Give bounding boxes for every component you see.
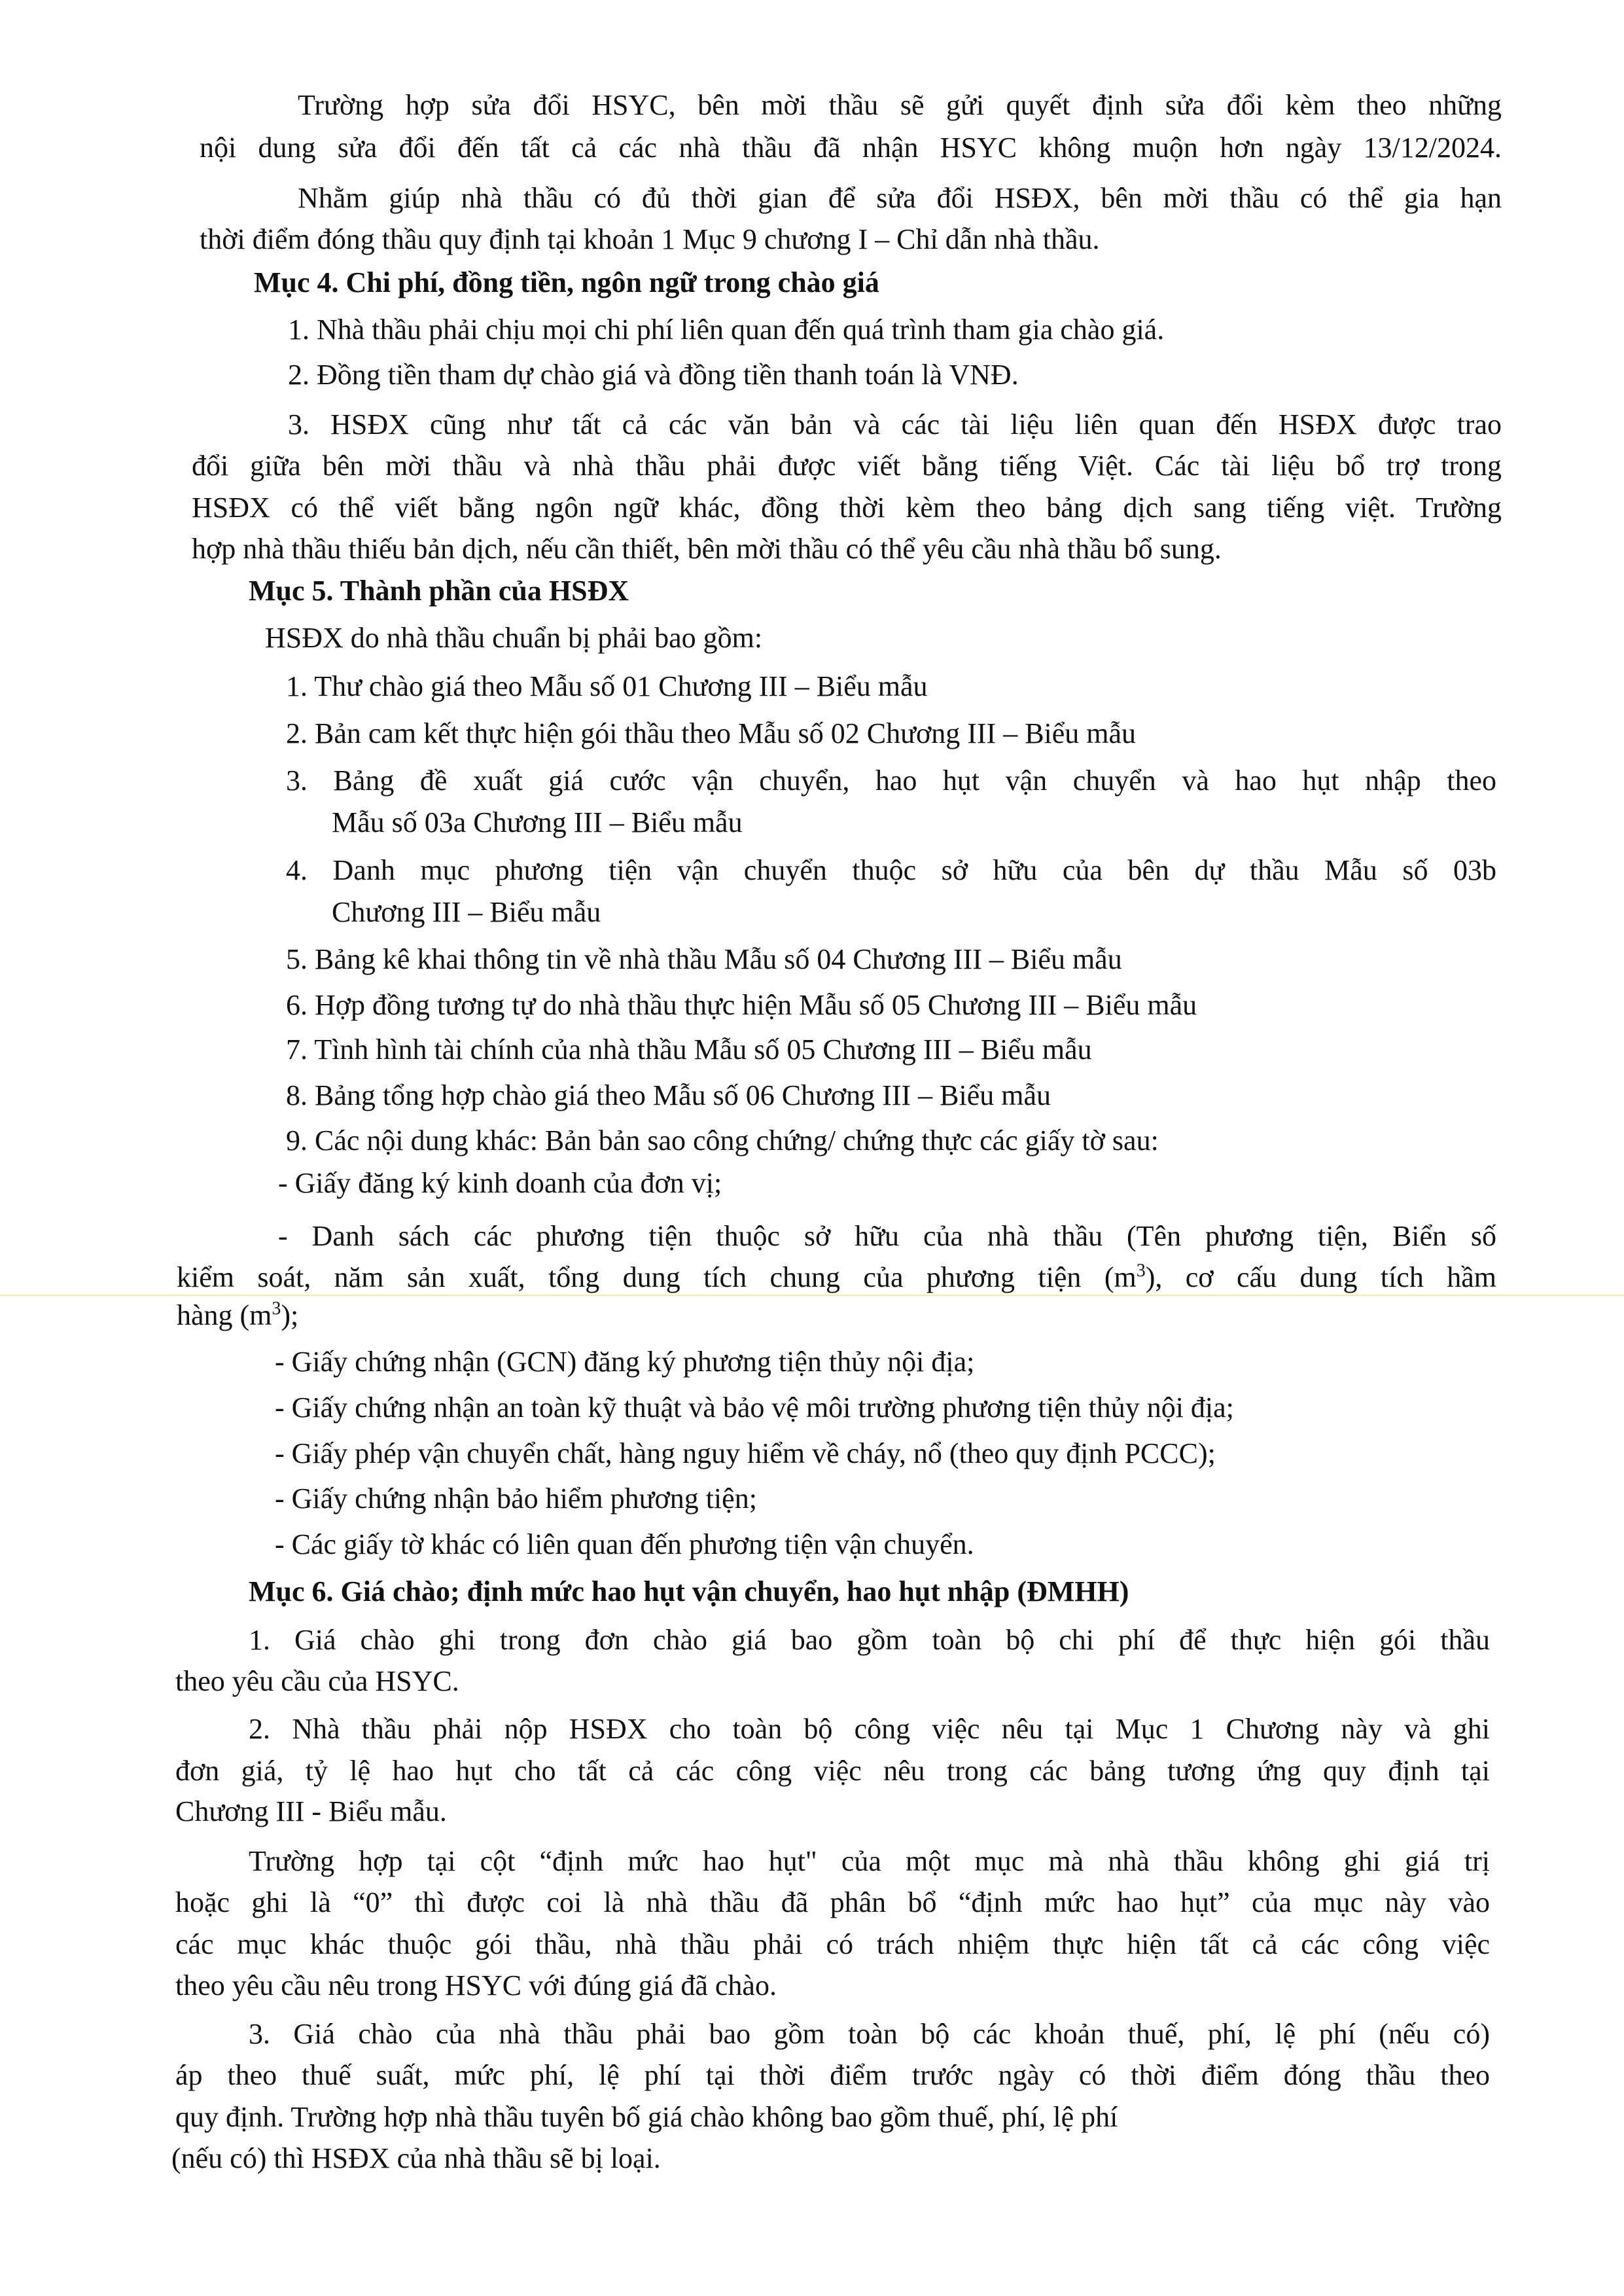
list-item: 5. Bảng kê khai thông tin về nhà thầu Mẫu số 04 Chương III – Biểu mẫu bbox=[286, 943, 1122, 975]
section-heading-6: Mục 6. Giá chào; định mức hao hụt vận chuyển, hao hụt nhập (ĐMHH) bbox=[249, 1575, 1129, 1607]
list-item-continued: Mẫu số 03a Chương III – Biểu mẫu bbox=[332, 806, 743, 838]
dash-item: - Giấy đăng ký kinh doanh của đơn vị; bbox=[278, 1167, 722, 1199]
section-heading-5: Mục 5. Thành phần của HSĐX bbox=[249, 575, 629, 607]
paragraph-line: Trường hợp tại cột “định mức hao hụt" của một mục mà nhà thầu không ghi giá trị bbox=[249, 1845, 1490, 1877]
list-item: 2. Bản cam kết thực hiện gói thầu theo Mẫu số 02 Chương III – Biểu mẫu bbox=[286, 717, 1137, 749]
paragraph-line: (nếu có) thì HSĐX của nhà thầu sẽ bị loại. bbox=[171, 2142, 661, 2174]
dash-item-continued bbox=[177, 1259, 1496, 1296]
text-run: hàng (m bbox=[177, 1299, 272, 1331]
paragraph-line: hợp nhà thầu thiếu bản dịch, nếu cần thiết, bên mời thầu có thể yêu cầu nhà thầu bổ sung. bbox=[192, 533, 1222, 565]
paragraph-line: theo yêu cầu nêu trong HSYC với đúng giá đã chào. bbox=[175, 1969, 777, 2001]
section-heading-4: Mục 4. Chi phí, đồng tiền, ngôn ngữ trong chào giá bbox=[254, 266, 879, 298]
paragraph-line: HSĐX do nhà thầu chuẩn bị phải bao gồm: bbox=[265, 622, 763, 654]
text-run: kiểm soát, năm sản xuất, tổng dung tích chung của phương tiện (m bbox=[177, 1261, 1137, 1293]
paragraph-line: thời điểm đóng thầu quy định tại khoản 1 Mục 9 chương I – Chỉ dẫn nhà thầu. bbox=[200, 223, 1100, 255]
paragraph-line: 3. Giá chào của nhà thầu phải bao gồm toàn bộ các khoản thuế, phí, lệ phí (nếu có) bbox=[249, 2018, 1490, 2050]
paragraph-line: Chương III - Biểu mẫu. bbox=[175, 1795, 447, 1827]
paragraph-line: 2. Nhà thầu phải nộp HSĐX cho toàn bộ công việc nêu tại Mục 1 Chương này và ghi bbox=[249, 1713, 1490, 1745]
paragraph-line: 3. HSĐX cũng như tất cả các văn bản và các tài liệu liên quan đến HSĐX được trao bbox=[288, 408, 1502, 440]
superscript: 3 bbox=[1136, 1261, 1146, 1281]
text-run: ); bbox=[281, 1299, 299, 1331]
list-item: 7. Tình hình tài chính của nhà thầu Mẫu số 05 Chương III – Biểu mẫu bbox=[286, 1033, 1092, 1066]
dash-item: - Giấy chứng nhận an toàn kỹ thuật và bảo vệ môi trường phương tiện thủy nội địa; bbox=[275, 1391, 1234, 1424]
paragraph-line: các mục khác thuộc gói thầu, nhà thầu phải có trách nhiệm thực hiện tất cả các công việc bbox=[175, 1928, 1490, 1960]
list-item: 1. Thư chào giá theo Mẫu số 01 Chương III – Biểu mẫu bbox=[286, 670, 928, 702]
paragraph-line: áp theo thuế suất, mức phí, lệ phí tại thời điểm trước ngày có thời điểm đóng thầu theo bbox=[175, 2059, 1490, 2091]
dash-item: - Giấy phép vận chuyển chất, hàng nguy hiểm về cháy, nổ (theo quy định PCCC); bbox=[275, 1437, 1216, 1469]
dash-item: - Giấy chứng nhận bảo hiểm phương tiện; bbox=[275, 1482, 757, 1515]
dash-item: - Danh sách các phương tiện thuộc sở hữu của nhà thầu (Tên phương tiện, Biển số bbox=[278, 1220, 1496, 1252]
dash-item: - Các giấy tờ khác có liên quan đến phương tiện vận chuyển. bbox=[275, 1528, 974, 1560]
paragraph-line: 1. Nhà thầu phải chịu mọi chi phí liên quan đến quá trình tham gia chào giá. bbox=[288, 314, 1165, 346]
paragraph-line: 2. Đồng tiền tham dự chào giá và đồng tiền thanh toán là VNĐ. bbox=[288, 359, 1019, 391]
paragraph-line: đổi giữa bên mời thầu và nhà thầu phải được viết bằng tiếng Việt. Các tài liệu bổ trợ trong bbox=[192, 450, 1502, 482]
list-item: 9. Các nội dung khác: Bản bản sao công chứng/ chứng thực các giấy tờ sau: bbox=[286, 1124, 1159, 1157]
scan-artifact-line bbox=[0, 1295, 1624, 1296]
paragraph-line: 1. Giá chào ghi trong đơn chào giá bao gồm toàn bộ chi phí để thực hiện gói thầu bbox=[249, 1624, 1490, 1656]
paragraph-line: hoặc ghi là “0” thì được coi là nhà thầu đã phân bổ “định mức hao hụt” của mục này vào bbox=[175, 1886, 1490, 1918]
dash-item: - Giấy chứng nhận (GCN) đăng ký phương tiện thủy nội địa; bbox=[275, 1346, 975, 1378]
list-item: 8. Bảng tổng hợp chào giá theo Mẫu số 06 Chương III – Biểu mẫu bbox=[286, 1079, 1051, 1111]
list-item: 4. Danh mục phương tiện vận chuyển thuộc sở hữu của bên dự thầu Mẫu số 03b bbox=[286, 854, 1496, 886]
paragraph-line: quy định. Trường hợp nhà thầu tuyên bố giá chào không bao gồm thuế, phí, lệ phí bbox=[175, 2101, 1118, 2133]
paragraph-line: Nhằm giúp nhà thầu có đủ thời gian để sửa đổi HSĐX, bên mời thầu có thể gia hạn bbox=[298, 182, 1502, 214]
dash-item-continued bbox=[177, 1297, 298, 1334]
paragraph-line: đơn giá, tỷ lệ hao hụt cho tất cả các công việc nêu trong các bảng tương ứng quy định tại bbox=[175, 1755, 1490, 1787]
superscript: 3 bbox=[272, 1299, 281, 1319]
paragraph-line: nội dung sửa đổi đến tất cả các nhà thầu đã nhận HSYC không muộn hơn ngày 13/12/2024. bbox=[200, 132, 1502, 164]
paragraph-line: HSĐX có thể viết bằng ngôn ngữ khác, đồng thời kèm theo bảng dịch sang tiếng việt. Trường bbox=[192, 492, 1502, 524]
paragraph-line: Trường hợp sửa đổi HSYC, bên mời thầu sẽ gửi quyết định sửa đổi kèm theo những bbox=[298, 89, 1502, 121]
list-item-continued: Chương III – Biểu mẫu bbox=[332, 896, 601, 928]
list-item: 6. Hợp đồng tương tự do nhà thầu thực hiện Mẫu số 05 Chương III – Biểu mẫu bbox=[286, 989, 1197, 1021]
text-run: ), cơ cấu dung tích hầm bbox=[1145, 1261, 1496, 1293]
paragraph-line: theo yêu cầu của HSYC. bbox=[175, 1665, 459, 1697]
list-item: 3. Bảng đề xuất giá cước vận chuyển, hao hụt vận chuyển và hao hụt nhập theo bbox=[286, 764, 1496, 797]
